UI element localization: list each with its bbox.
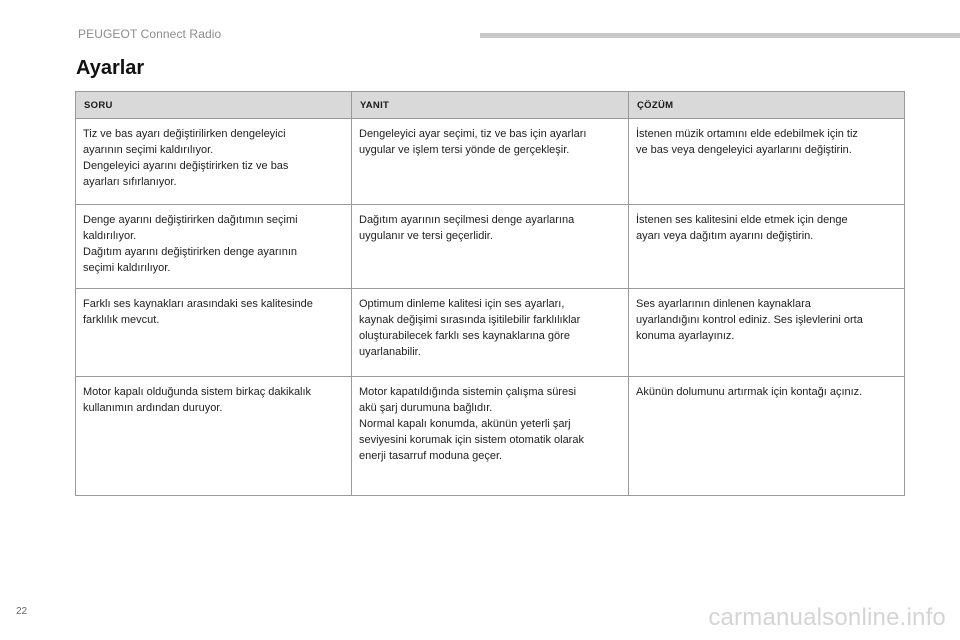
- faq-table: [75, 91, 905, 496]
- cell-text-line: ayarının seçimi kaldırılıyor.: [83, 144, 214, 156]
- column-header-question: SORU: [76, 92, 352, 119]
- cell-text-line: Dengeleyici ayarını değiştirirken tiz ve bas: [83, 160, 289, 172]
- question-cell: [76, 377, 352, 496]
- solution-cell: [629, 119, 905, 205]
- cell-text-line: Ses ayarlarının dinlenen kaynaklara: [636, 298, 811, 310]
- question-cell: [76, 205, 352, 289]
- table-row: [76, 289, 905, 377]
- table-header-row: [76, 92, 905, 119]
- answer-cell: [352, 377, 629, 496]
- cell-text-line: kaynak değişimi sırasında işitilebilir farklılıklar: [359, 314, 581, 326]
- solution-cell: [629, 205, 905, 289]
- watermark: carmanualsonline.info: [708, 604, 946, 631]
- solution-cell: [629, 377, 905, 496]
- cell-text-line: seviyesini korumak için sistem otomatik olarak: [359, 434, 584, 446]
- cell-text-line: uygulanır ve tersi geçerlidir.: [359, 230, 493, 242]
- cell-text-line: uyarlandığını kontrol ediniz. Ses işlevlerini orta: [636, 314, 863, 326]
- section-title: Ayarlar: [76, 57, 145, 79]
- cell-text-line: Normal kapalı konumda, akünün yeterli şarj: [359, 418, 571, 430]
- cell-text-line: konuma ayarlayınız.: [636, 330, 735, 342]
- cell-text-line: Denge ayarını değiştirirken dağıtımın seçimi: [83, 214, 298, 226]
- cell-text-line: İstenen ses kalitesini elde etmek için denge: [636, 214, 848, 226]
- cell-text-line: Motor kapatıldığında sistemin çalışma süresi: [359, 386, 577, 398]
- cell-text-line: kullanımın ardından duruyor.: [83, 402, 223, 414]
- table-row: [76, 119, 905, 205]
- cell-text-line: enerji tasarruf moduna geçer.: [359, 450, 503, 462]
- cell-text-line: uyarlanabilir.: [359, 346, 421, 358]
- answer-cell: [352, 205, 629, 289]
- cell-text-line: Tiz ve bas ayarı değiştirilirken dengeleyici: [83, 128, 286, 140]
- question-cell: [76, 119, 352, 205]
- answer-cell: [352, 119, 629, 205]
- cell-text-line: Dağıtım ayarının seçilmesi denge ayarlarına: [359, 214, 575, 226]
- cell-text-line: seçimi kaldırılıyor.: [83, 262, 171, 274]
- table-row: [76, 205, 905, 289]
- page-number: 22: [16, 606, 28, 617]
- cell-text-line: ayarı veya dağıtım ayarını değiştirin.: [636, 230, 814, 242]
- cell-text-line: ve bas veya dengeleyici ayarlarını değiştirin.: [636, 144, 852, 156]
- cell-text-line: Dağıtım ayarını değiştirirken denge ayarının: [83, 246, 298, 258]
- cell-text-line: Optimum dinleme kalitesi için ses ayarları,: [359, 298, 565, 310]
- cell-text-line: akü şarj durumuna bağlıdır.: [359, 402, 493, 414]
- cell-text-line: İstenen müzik ortamını elde edebilmek için tiz: [636, 128, 858, 140]
- cell-text-line: Dengeleyici ayar seçimi, tiz ve bas için ayarları: [359, 128, 587, 140]
- cell-text-line: ayarları sıfırlanıyor.: [83, 176, 177, 188]
- solution-cell: [629, 289, 905, 377]
- cell-text-line: farklılık mevcut.: [83, 314, 160, 326]
- answer-cell: [352, 289, 629, 377]
- cell-text-line: uygular ve işlem tersi yönde de gerçekleşir.: [359, 144, 570, 156]
- document-header-title: PEUGEOT Connect Radio: [78, 27, 222, 41]
- table-row: [76, 377, 905, 496]
- cell-text-line: Akünün dolumunu artırmak için kontağı açınız.: [636, 386, 863, 398]
- cell-text-line: Farklı ses kaynakları arasındaki ses kalitesinde: [83, 298, 313, 310]
- cell-text-line: Motor kapalı olduğunda sistem birkaç dakikalık: [83, 386, 312, 398]
- cell-text-line: kaldırılıyor.: [83, 230, 137, 242]
- cell-text-line: oluşturabilecek farklı ses kaynaklarına göre: [359, 330, 570, 342]
- column-header-solution: ÇÖZÜM: [629, 92, 905, 119]
- column-header-answer: YANIT: [352, 92, 629, 119]
- question-cell: [76, 289, 352, 377]
- header-divider-bar: [480, 33, 960, 38]
